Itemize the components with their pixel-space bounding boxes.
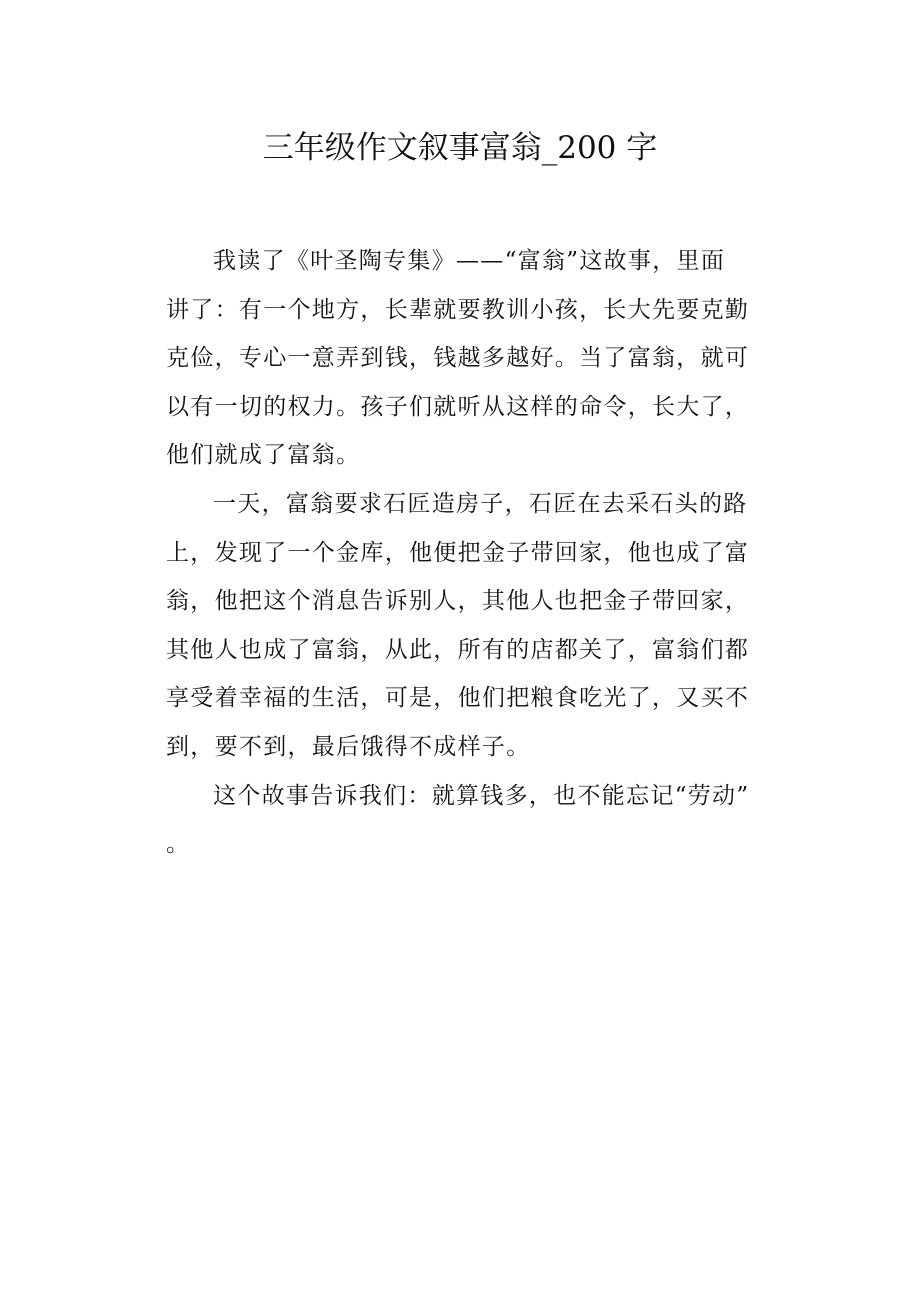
paragraph-line: 以有一切的权力。孩子们就听从这样的命令，长大了， [166, 393, 750, 420]
paragraph-3 [166, 772, 776, 869]
paragraph-2 [166, 480, 776, 772]
paragraph-line: 我读了《叶圣陶专集》——“富翁”这故事，里面 [213, 248, 726, 274]
paragraph-line: 这个故事告诉我们：就算钱多，也不能忘记“劳动” [213, 782, 750, 809]
document-body [166, 237, 776, 869]
paragraph-line: 一天，富翁要求石匠造房子，石匠在去采石头的路 [213, 490, 748, 517]
paragraph-line: 翁，他把这个消息告诉别人，其他人也把金子带回家， [166, 588, 750, 615]
document-title: 三年级作文叙事富翁_200 字 [262, 130, 658, 166]
paragraph-line: 上，发现了一个金库，他便把金子带回家，他也成了富 [166, 539, 750, 566]
paragraph-line: 到，要不到，最后饿得不成样子。 [166, 733, 531, 760]
paragraph-line: 其他人也成了富翁，从此，所有的店都关了，富翁们都 [166, 636, 750, 663]
paragraph-1 [166, 237, 776, 480]
paragraph-line: 享受着幸福的生活，可是，他们把粮食吃光了，又买不 [166, 685, 750, 712]
paragraph-line: 他们就成了富翁。 [166, 442, 361, 469]
paragraph-line: 。 [166, 831, 191, 858]
paragraph-line: 克俭，专心一意弄到钱，钱越多越好。当了富翁，就可 [166, 345, 750, 372]
paragraph-line: 讲了：有一个地方，长辈就要教训小孩，长大先要克勤 [166, 296, 750, 323]
